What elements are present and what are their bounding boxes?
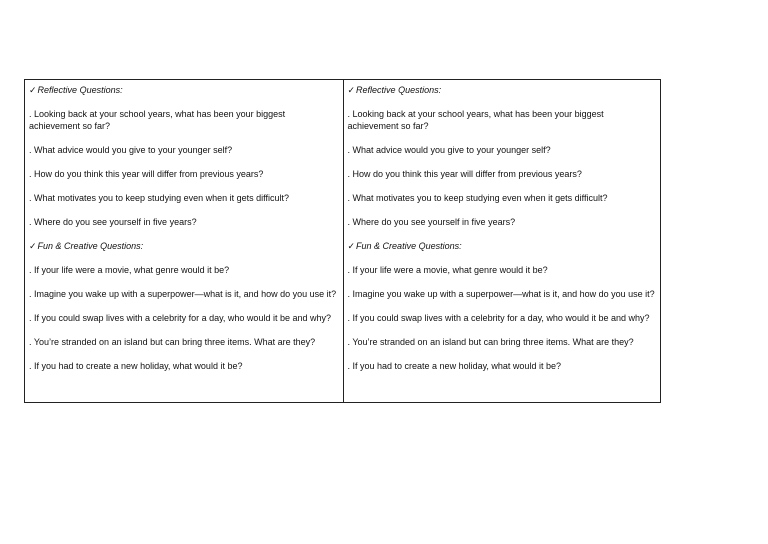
section-heading bbox=[348, 84, 657, 96]
section-heading-text: Reflective Questions: bbox=[356, 85, 442, 95]
question-item bbox=[29, 168, 339, 180]
checkmark-icon: ✓ bbox=[29, 241, 37, 251]
question-item bbox=[29, 144, 339, 156]
question-item bbox=[348, 108, 657, 132]
section-heading-text: Fun & Creative Questions: bbox=[356, 241, 462, 251]
section-heading-text: Fun & Creative Questions: bbox=[37, 241, 144, 251]
question-text: . If you could swap lives with a celebrity for a day, who would it be and why? bbox=[29, 313, 331, 323]
question-column-1 bbox=[25, 80, 343, 402]
question-item bbox=[348, 168, 657, 180]
question-text: . If your life were a movie, what genre would it be? bbox=[347, 265, 548, 275]
question-item bbox=[348, 192, 657, 204]
checkmark-icon: ✓ bbox=[347, 241, 356, 251]
question-item bbox=[348, 288, 657, 300]
question-item bbox=[29, 312, 339, 324]
checkmark-icon: ✓ bbox=[347, 85, 356, 95]
question-item bbox=[348, 312, 657, 324]
question-text: . You’re stranded on an island but can bring three items. What are they? bbox=[29, 337, 316, 347]
question-item bbox=[348, 216, 657, 228]
section-heading bbox=[29, 84, 339, 96]
question-item bbox=[29, 336, 339, 348]
question-text: . You’re stranded on an island but can bring three items. What are they? bbox=[347, 337, 634, 347]
question-text: . Looking back at your school years, what has been your biggest achievement so far? bbox=[29, 109, 286, 131]
question-text: . What motivates you to keep studying even when it gets difficult? bbox=[29, 193, 289, 203]
section-heading-text: Reflective Questions: bbox=[37, 85, 123, 95]
question-item bbox=[29, 108, 339, 132]
question-item bbox=[29, 360, 339, 372]
question-text: . If your life were a movie, what genre would it be? bbox=[29, 265, 230, 275]
question-text: . Where do you see yourself in five years? bbox=[347, 217, 516, 227]
question-text: . If you had to create a new holiday, what would it be? bbox=[29, 361, 243, 371]
section-heading bbox=[348, 240, 657, 252]
question-text: . What advice would you give to your younger self? bbox=[347, 145, 551, 155]
question-item bbox=[29, 288, 339, 300]
question-text: . Imagine you wake up with a superpower—what is it, and how do you use it? bbox=[347, 289, 655, 299]
question-text: . If you had to create a new holiday, what would it be? bbox=[347, 361, 561, 371]
checkmark-icon: ✓ bbox=[29, 85, 37, 95]
question-text: . Imagine you wake up with a superpower—what is it, and how do you use it? bbox=[29, 289, 337, 299]
question-item bbox=[29, 216, 339, 228]
question-text: . How do you think this year will differ from previous years? bbox=[29, 169, 264, 179]
question-item bbox=[29, 192, 339, 204]
question-text: . Looking back at your school years, what has been your biggest achievement so far? bbox=[347, 109, 604, 131]
question-item bbox=[348, 144, 657, 156]
question-item bbox=[348, 360, 657, 372]
question-item bbox=[348, 264, 657, 276]
question-text: . What advice would you give to your younger self? bbox=[29, 145, 233, 155]
question-column-2 bbox=[343, 80, 661, 402]
question-item bbox=[29, 264, 339, 276]
section-heading bbox=[29, 240, 339, 252]
question-item bbox=[348, 336, 657, 348]
question-text: . What motivates you to keep studying even when it gets difficult? bbox=[347, 193, 608, 203]
question-card-table bbox=[24, 79, 661, 403]
question-text: . Where do you see yourself in five years? bbox=[29, 217, 197, 227]
question-text: . If you could swap lives with a celebrity for a day, who would it be and why? bbox=[347, 313, 650, 323]
question-text: . How do you think this year will differ from previous years? bbox=[347, 169, 582, 179]
